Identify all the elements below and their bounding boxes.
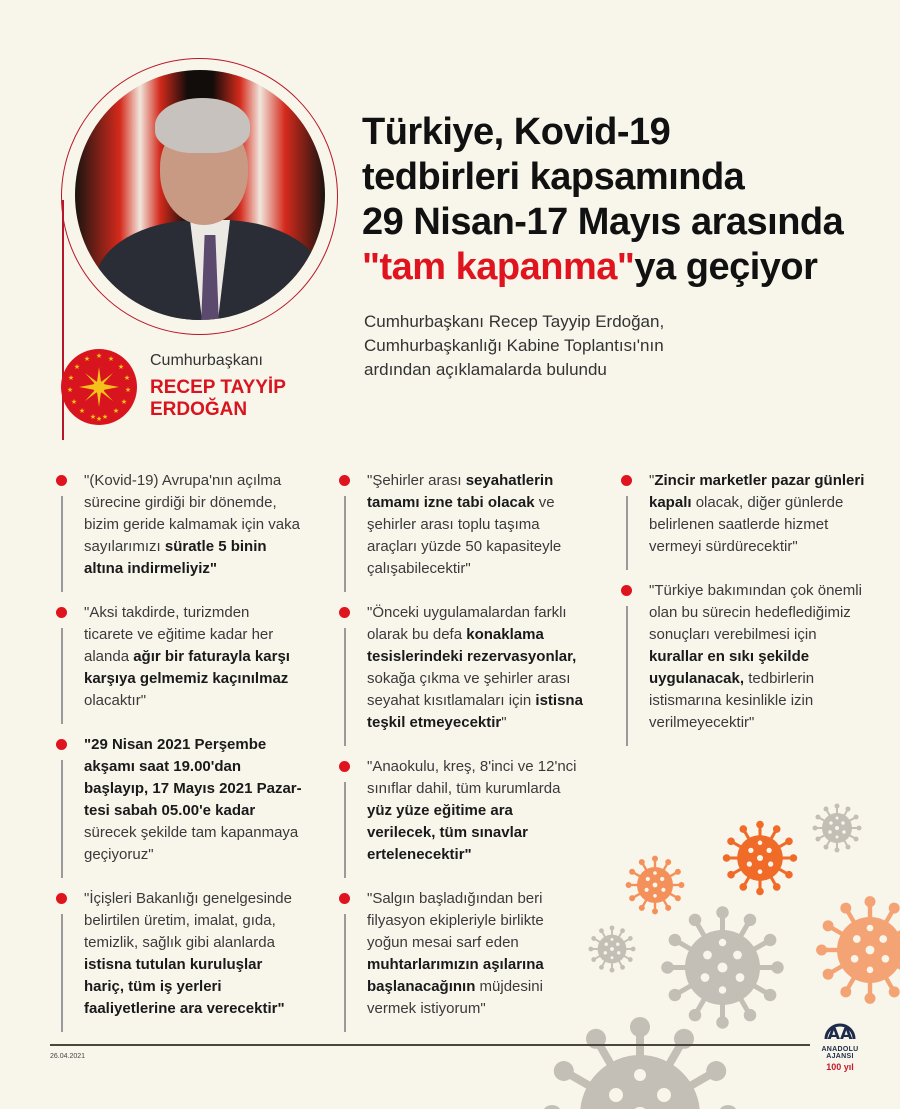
quotes-column-2 bbox=[335, 470, 585, 1042]
bullet-line bbox=[344, 628, 346, 746]
footer-divider bbox=[50, 1044, 810, 1046]
speaker-name: RECEP TAYYİP ERDOĞAN bbox=[150, 377, 286, 420]
bullet-dot-icon bbox=[339, 475, 350, 486]
bullet-line bbox=[61, 760, 63, 878]
svg-text:★: ★ bbox=[123, 374, 131, 382]
svg-text:★: ★ bbox=[89, 413, 97, 421]
bullet-line bbox=[344, 496, 346, 592]
svg-text:AA: AA bbox=[827, 1024, 853, 1041]
quote-item: "Aksi takdirde, turizmden ticarete ve eğitime kadar her alanda ağır bir faturayla karşı karşıya gelmemiz kaçınılmaz olacaktır" bbox=[52, 602, 302, 712]
virus-icon bbox=[812, 803, 862, 853]
speaker-portrait-photo bbox=[75, 70, 325, 320]
quote-item: "Zincir marketler pazar günleri kapalı olacak, diğer günlerde belirlenen saatlerde hizmet vermeyi sürdürecektir" bbox=[617, 470, 867, 558]
svg-text:★: ★ bbox=[73, 363, 81, 371]
quotes-column-3 bbox=[617, 470, 867, 756]
virus-icon bbox=[815, 895, 900, 1005]
svg-text:★: ★ bbox=[83, 355, 91, 363]
anadolu-agency-logo: AA ANADOLU AJANSI 100 yıl bbox=[812, 1015, 868, 1072]
bullet-line bbox=[626, 606, 628, 746]
bullet-dot-icon bbox=[621, 475, 632, 486]
presidential-seal-icon bbox=[61, 349, 137, 425]
quote-item: "Türkiye bakımından çok önemli olan bu sürecin hedeflediğimiz sonuçları verebilmesi için kurallar en sıkı şekilde uygulanacak, tedbirlerin istismarına kesinlikle izin verilmeyecektir" bbox=[617, 580, 867, 734]
quote-item: "(Kovid-19) Avrupa'nın açılma sürecine girdiği bir dönemde, bizim geride kalmamak için vaka sayılarımızı süratle 5 binin altına indirmeliyiz" bbox=[52, 470, 302, 580]
virus-icon bbox=[540, 1015, 740, 1109]
bullet-dot-icon bbox=[56, 607, 67, 618]
bullet-line bbox=[626, 496, 628, 570]
svg-text:★: ★ bbox=[70, 398, 78, 406]
bullet-line bbox=[61, 496, 63, 592]
publish-date: 26.04.2021 bbox=[50, 1053, 86, 1060]
quote-item: "29 Nisan 2021 Perşembe akşamı saat 19.00'dan başlayıp, 17 Mayıs 2021 Pazar-tesi sabah 05.00'e kadar sürecek şekilde tam kapanmaya geçiyoruz" bbox=[52, 734, 302, 866]
svg-text:★: ★ bbox=[117, 363, 125, 371]
headline: Türkiye, Kovid-19 tedbirleri kapsamında 29 Nisan-17 Mayıs arasında "tam kapanma"ya geçiyor bbox=[362, 111, 844, 288]
bullet-dot-icon bbox=[339, 761, 350, 772]
quote-item: "Önceki uygulamalardan farklı olarak bu defa konaklama tesislerindeki rezervasyonlar, sokağa çıkma ve şehirler arası seyahat kısıtlamaları için istisna teşkil etmeyecektir" bbox=[335, 602, 585, 734]
bullet-dot-icon bbox=[56, 475, 67, 486]
quote-item: "Şehirler arası seyahatlerin tamamı izne tabi olacak ve şehirler arası toplu taşıma araçları yüzde 50 kapasiteyle çalışabilecektir" bbox=[335, 470, 585, 580]
bullet-line bbox=[344, 914, 346, 1032]
bullet-dot-icon bbox=[56, 893, 67, 904]
quotes-column-1 bbox=[52, 470, 302, 1042]
subheadline: Cumhurbaşkanı Recep Tayyip Erdoğan, Cumhurbaşkanlığı Kabine Toplantısı'nın ardından açıklamalarda bulundu bbox=[364, 312, 665, 379]
bullet-line bbox=[61, 914, 63, 1032]
quote-item: "Anaokulu, kreş, 8'inci ve 12'nci sınıflar dahil, tüm kurumlarda yüz yüze eğitime ara verilecek, tüm sınavlar ertelenecektir" bbox=[335, 756, 585, 866]
svg-text:★: ★ bbox=[107, 355, 115, 363]
quote-item: "Salgın başladığından beri filyasyon ekipleriyle birlikte yoğun mesai sarf eden muhtarlarımızın aşılarına başlanacağının müjdesini vermek istiyorum" bbox=[335, 888, 585, 1020]
svg-text:★: ★ bbox=[66, 386, 74, 394]
svg-text:★: ★ bbox=[67, 374, 75, 382]
quote-item: "İçişleri Bakanlığı genelgesinde belirtilen üretim, imalat, gıda, temizlik, sağlık gibi alanlarda istisna tutulan kuruluşlar hariç, tüm iş yerleri faaliyetlerine ara verecektir" bbox=[52, 888, 302, 1020]
bullet-dot-icon bbox=[56, 739, 67, 750]
aa-logo-icon bbox=[823, 1015, 857, 1041]
svg-text:★: ★ bbox=[120, 398, 128, 406]
bullet-line bbox=[344, 782, 346, 878]
virus-icon bbox=[588, 925, 636, 973]
svg-text:★: ★ bbox=[95, 352, 103, 360]
svg-text:★: ★ bbox=[78, 407, 86, 415]
bullet-dot-icon bbox=[339, 607, 350, 618]
bullet-dot-icon bbox=[621, 585, 632, 596]
headline-accent: "tam kapanma" bbox=[362, 246, 635, 288]
speaker-title: Cumhurbaşkanı bbox=[150, 352, 263, 369]
virus-icon bbox=[660, 905, 785, 1030]
svg-text:★: ★ bbox=[101, 413, 109, 421]
virus-icon bbox=[722, 820, 798, 896]
svg-text:★: ★ bbox=[112, 407, 120, 415]
svg-text:★: ★ bbox=[95, 415, 103, 423]
svg-text:★: ★ bbox=[124, 386, 132, 394]
bullet-dot-icon bbox=[339, 893, 350, 904]
bullet-line bbox=[61, 628, 63, 724]
